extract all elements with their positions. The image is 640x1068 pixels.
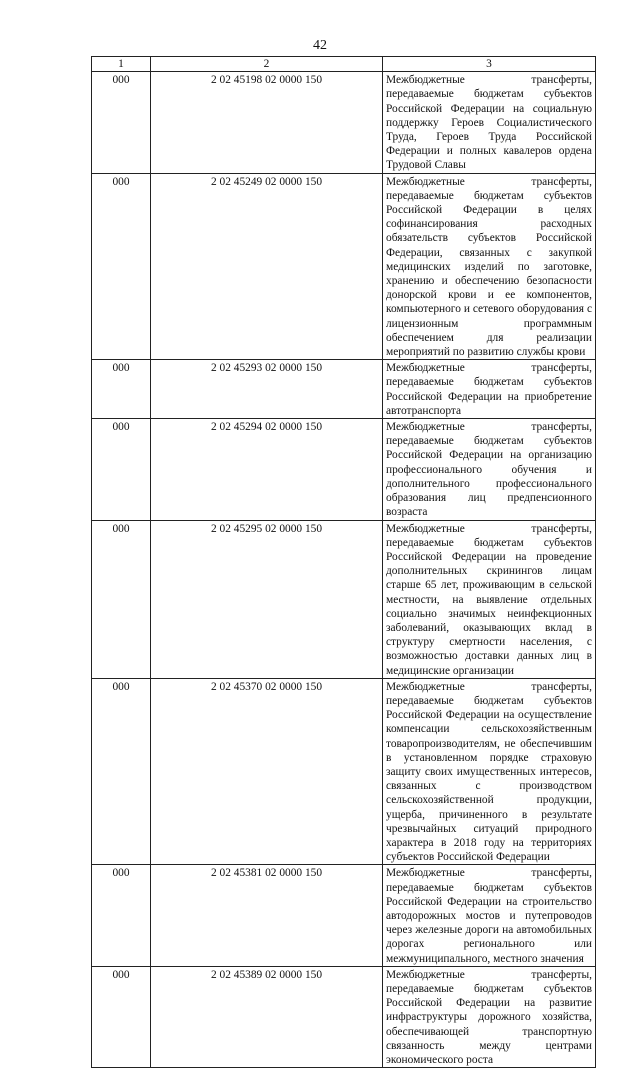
budget-code-cell: 2 02 45381 02 0000 150: [151, 865, 383, 966]
description-cell: Межбюджетные трансферты, передаваемые бюджетам субъектов Российской Федерации на строительство автодорожных мостов и путепроводов через железные дороги на автомобильных дорогах регионального или межмуниципального, местного значения: [383, 865, 596, 966]
admin-code-cell: 000: [92, 360, 151, 419]
table-row: [92, 678, 596, 865]
description-cell: Межбюджетные трансферты, передаваемые бюджетам субъектов Российской Федерации на организацию профессионального обучения и дополнительного профессионального образования лиц предпенсионного возраста: [383, 419, 596, 520]
description-cell: Межбюджетные трансферты, передаваемые бюджетам субъектов Российской Федерации на осуществление компенсации сельскохозяйственным товаропроизводителям, не обеспечившим в установленном порядке страховую защиту своих имущественных интересов, связанных с производством сельскохозяйственной продукции, ущерба, причиненного в результате чрезвычайных ситуаций природного характера в 2018 году на территориях субъектов Российской Федерации: [383, 678, 596, 865]
column-header-3: 3: [383, 57, 596, 72]
column-header-1: 1: [92, 57, 151, 72]
budget-code-cell: 2 02 45249 02 0000 150: [151, 173, 383, 360]
admin-code-cell: 000: [92, 966, 151, 1067]
description-cell: Межбюджетные трансферты, передаваемые бюджетам субъектов Российской Федерации на приобретение автотранспорта: [383, 360, 596, 419]
admin-code-cell: 000: [92, 865, 151, 966]
budget-code-cell: 2 02 45295 02 0000 150: [151, 520, 383, 678]
admin-code-cell: 000: [92, 419, 151, 520]
description-cell: Межбюджетные трансферты, передаваемые бюджетам субъектов Российской Федерации в целях софинансирования расходных обязательств субъектов Российской Федерации, связанных с закупкой медицинских изделий по заготовке, хранению и обеспечению безопасности донорской крови и ее компонентов, компьютерного и сетевого оборудования с лицензионным программным обеспечением для реализации мероприятий по развитию службы крови: [383, 173, 596, 360]
admin-code-cell: 000: [92, 72, 151, 173]
admin-code-cell: 000: [92, 520, 151, 678]
table-row: [92, 360, 596, 419]
description-cell: Межбюджетные трансферты, передаваемые бюджетам субъектов Российской Федерации на социальную поддержку Героев Социалистического Труда, Героев Труда Российской Федерации и полных кавалеров ордена Трудовой Славы: [383, 72, 596, 173]
description-cell: Межбюджетные трансферты, передаваемые бюджетам субъектов Российской Федерации на развитие инфраструктуры дорожного хозяйства, обеспечивающей транспортную связанность между центрами экономического роста: [383, 966, 596, 1067]
table-header-row: [92, 57, 596, 72]
column-header-2: 2: [151, 57, 383, 72]
budget-code-cell: 2 02 45294 02 0000 150: [151, 419, 383, 520]
table-row: [92, 72, 596, 173]
budget-code-cell: 2 02 45389 02 0000 150: [151, 966, 383, 1067]
budget-code-cell: 2 02 45370 02 0000 150: [151, 678, 383, 865]
budget-classification-table: [91, 56, 596, 1068]
table-row: [92, 520, 596, 678]
budget-code-cell: 2 02 45293 02 0000 150: [151, 360, 383, 419]
admin-code-cell: 000: [92, 678, 151, 865]
table-row: [92, 173, 596, 360]
page-number: 42: [313, 38, 327, 53]
admin-code-cell: 000: [92, 173, 151, 360]
budget-code-cell: 2 02 45198 02 0000 150: [151, 72, 383, 173]
table-row: [92, 865, 596, 966]
description-cell: Межбюджетные трансферты, передаваемые бюджетам субъектов Российской Федерации на проведение дополнительных скринингов лицам старше 65 лет, проживающим в сельской местности, на выявление отдельных социально значимых неинфекционных заболеваний, оказывающих вклад в структуру смертности населения, с возможностью доставки данных лиц в медицинские организации: [383, 520, 596, 678]
table-row: [92, 966, 596, 1067]
table-row: [92, 419, 596, 520]
